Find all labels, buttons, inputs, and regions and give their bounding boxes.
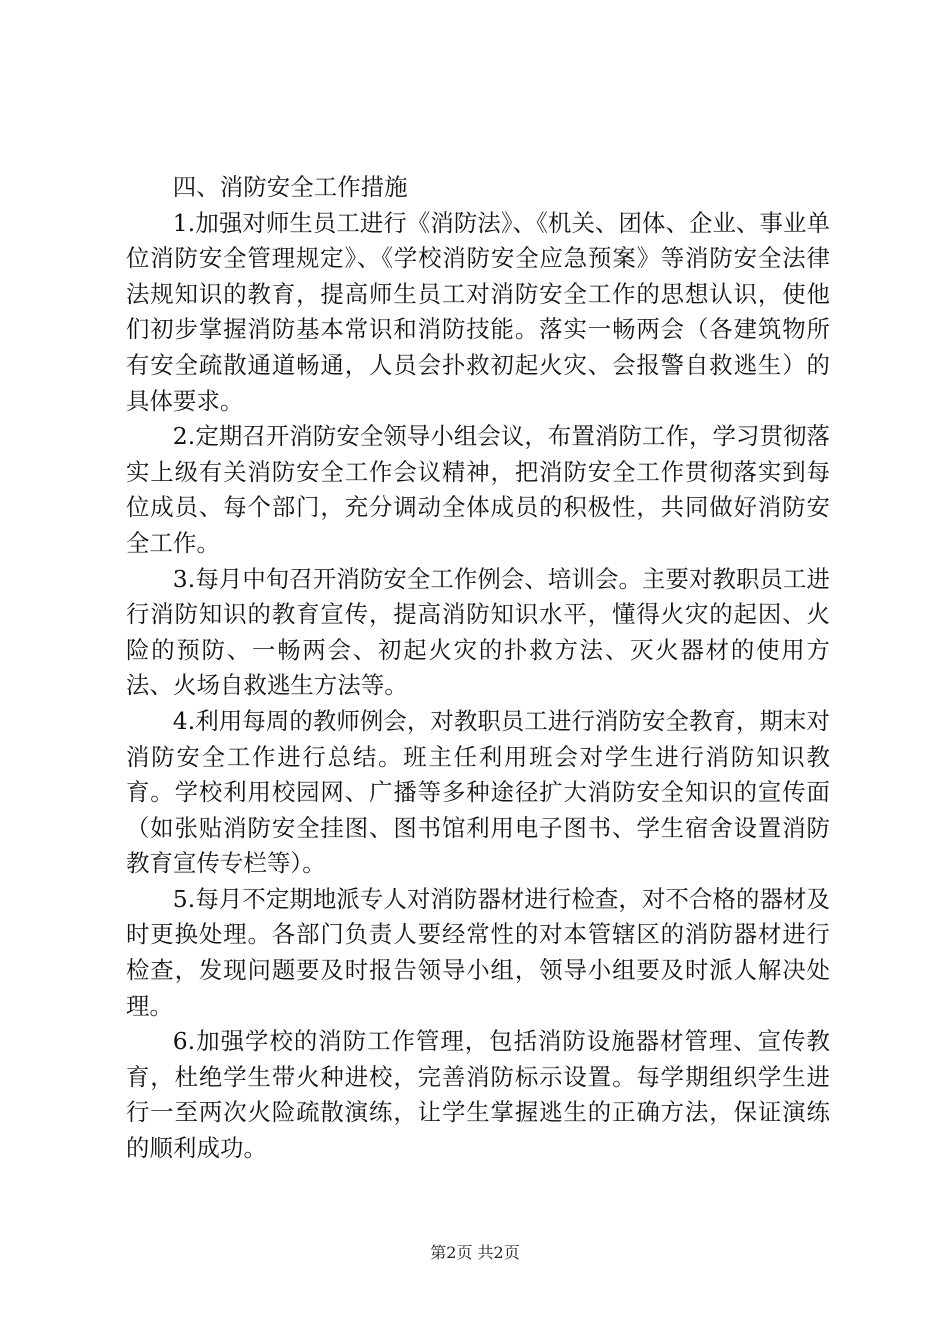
paragraph-6: 6.加强学校的消防工作管理，包括消防设施器材管理、宣传教育，杜绝学生带火种进校，完善消防标示设置。每学期组织学生进行一至两次火险疏散演练，让学生掌握逃生的正确方法，保证演练的顺利成功。	[126, 1027, 830, 1163]
paragraph-5: 5.每月不定期地派专人对消防器材进行检查，对不合格的器材及时更换处理。各部门负责人要经常性的对本管辖区的消防器材进行检查，发现问题要及时报告领导小组，领导小组要及时派人解决处理。	[126, 884, 830, 1020]
paragraph-2: 2.定期召开消防安全领导小组会议，布置消防工作，学习贯彻落实上级有关消防安全工作会议精神，把消防安全工作贯彻落实到每位成员、每个部门，充分调动全体成员的积极性，共同做好消防安全工作。	[126, 422, 830, 557]
paragraph-3: 3.每月中旬召开消防安全工作例会、培训会。主要对教职员工进行消防知识的教育宣传，提高消防知识水平，懂得火灾的起因、火险的预防、一畅两会、初起火灾的扑救方法、灭火器材的使用方法、火场自救逃生方法等。	[126, 564, 830, 700]
paragraph-1: 1.加强对师生员工进行《消防法》、《机关、团体、企业、事业单位消防安全管理规定》、《学校消防安全应急预案》等消防安全法律法规知识的教育，提高师生员工对消防安全工作的思想认识，使他们初步掌握消防基本常识和消防技能。落实一畅两会（各建筑物所有安全疏散通道畅通，人员会扑救初起火灾、会报警自救逃生）的具体要求。	[126, 208, 830, 415]
document-body	[126, 170, 830, 1167]
page-number-footer: 第2页 共2页	[430, 1243, 520, 1262]
section-heading: 四、消防安全工作措施	[172, 173, 408, 201]
paragraph-4: 4.利用每周的教师例会，对教职员工进行消防安全教育，期末对消防安全工作进行总结。班主任利用班会对学生进行消防知识教育。学校利用校园网、广播等多种途径扩大消防安全知识的宣传面（如张贴消防安全挂图、图书馆利用电子图书、学生宿舍设置消防教育宣传专栏等）。	[126, 706, 830, 878]
